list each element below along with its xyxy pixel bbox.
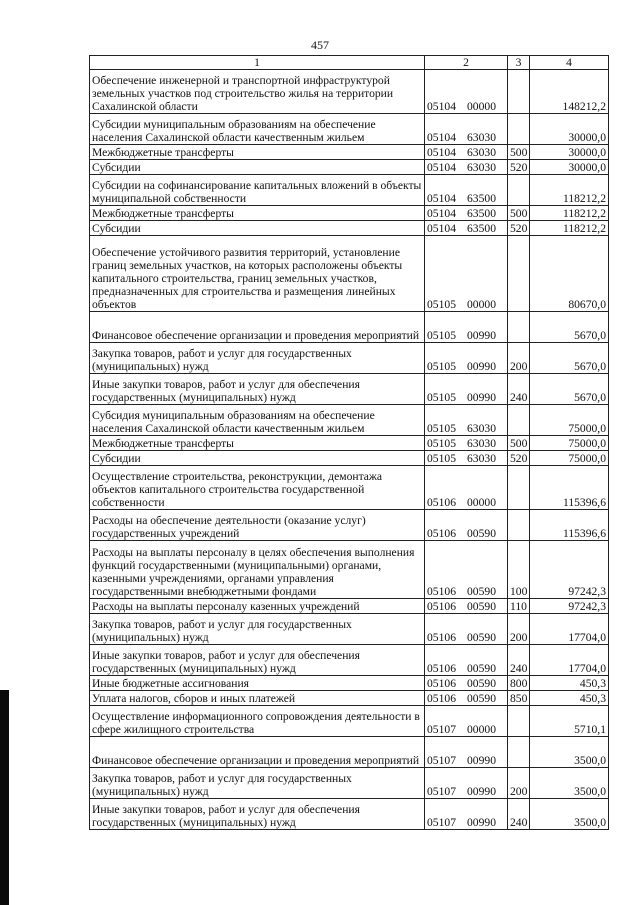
row-amount: 97242,3 [530,599,609,614]
row-amount: 75000,0 [530,436,609,451]
row-amount: 148212,2 [530,70,609,114]
row-code-direction: 00990 [467,391,496,404]
row-code [425,343,508,374]
row-code-direction: 63500 [467,222,496,235]
header-row [90,56,609,70]
row-expense-type: 200 [508,768,530,799]
row-code-direction: 00000 [467,298,496,311]
row-expense-type: 520 [508,160,530,175]
row-expense-type [508,236,530,312]
row-code-direction: 63030 [467,422,496,435]
row-code-program: 05106 [427,585,456,598]
row-code-direction: 00990 [467,329,496,342]
table-row [90,510,609,541]
row-code-program: 05107 [427,754,456,767]
row-amount: 118212,2 [530,175,609,206]
table-row [90,691,609,706]
row-code-direction: 00590 [467,631,496,644]
row-name: Иные закупки товаров, работ и услуг для обеспечения государственных (муниципальных) нужд [90,374,425,405]
row-name: Субсидия муниципальным образованиям на обеспечение населения Сахалинской области качественным жильем [90,405,425,436]
row-code [425,676,508,691]
row-amount: 80670,0 [530,236,609,312]
table-row [90,799,609,830]
row-code-program: 05106 [427,662,456,675]
row-amount: 3500,0 [530,737,609,768]
row-amount: 75000,0 [530,405,609,436]
row-expense-type: 520 [508,451,530,466]
table-row [90,405,609,436]
row-expense-type: 110 [508,599,530,614]
row-expense-type [508,466,530,510]
row-amount: 118212,2 [530,206,609,221]
row-code [425,206,508,221]
row-name: Закупка товаров, работ и услуг для государственных (муниципальных) нужд [90,768,425,799]
row-name: Расходы на выплаты персоналу в целях обеспечения выполнения функций государственными (муниципальными) органами, казенными учреждениями, органами управления государственными внебюджетными фондами [90,541,425,599]
row-name: Субсидии [90,160,425,175]
row-name: Иные бюджетные ассигнования [90,676,425,691]
row-name: Межбюджетные трансферты [90,436,425,451]
row-amount: 17704,0 [530,614,609,645]
row-amount: 5670,0 [530,374,609,405]
row-code-direction: 00590 [467,692,496,705]
row-code-direction: 63030 [467,452,496,465]
row-expense-type [508,114,530,145]
row-expense-type [508,405,530,436]
row-code [425,510,508,541]
row-amount: 450,3 [530,676,609,691]
row-code-program: 05107 [427,816,456,829]
row-name: Расходы на выплаты персоналу казенных учреждений [90,599,425,614]
table-body [90,70,609,830]
row-code [425,70,508,114]
row-code [425,175,508,206]
row-name: Субсидии [90,221,425,236]
table-row [90,221,609,236]
row-amount: 30000,0 [530,114,609,145]
row-code-direction: 00590 [467,585,496,598]
row-code-direction: 00990 [467,754,496,767]
row-code-direction: 00590 [467,677,496,690]
row-expense-type [508,70,530,114]
row-amount: 115396,6 [530,510,609,541]
row-amount: 3500,0 [530,768,609,799]
row-code-program: 05104 [427,100,456,113]
header-col-1: 1 [90,56,425,70]
row-code-direction: 00000 [467,496,496,509]
row-name: Межбюджетные трансферты [90,145,425,160]
row-name: Субсидии на софинансирование капитальных вложений в объекты муниципальной собственности [90,175,425,206]
row-code-program: 05106 [427,527,456,540]
row-name: Финансовое обеспечение организации и проведения мероприятий [90,312,425,343]
row-amount: 97242,3 [530,541,609,599]
table-row [90,706,609,737]
row-code [425,768,508,799]
row-name: Финансовое обеспечение организации и проведения мероприятий [90,737,425,768]
row-expense-type: 100 [508,541,530,599]
row-name: Иные закупки товаров, работ и услуг для обеспечения государственных (муниципальных) нужд [90,799,425,830]
row-code-direction: 63500 [467,207,496,220]
row-name: Межбюджетные трансферты [90,206,425,221]
row-code [425,451,508,466]
row-name: Закупка товаров, работ и услуг для государственных (муниципальных) нужд [90,614,425,645]
table-row [90,236,609,312]
row-code-program: 05105 [427,452,456,465]
row-amount: 30000,0 [530,145,609,160]
row-expense-type [508,737,530,768]
row-code-direction: 63030 [467,146,496,159]
row-expense-type: 240 [508,799,530,830]
row-code [425,466,508,510]
row-code-direction: 00590 [467,662,496,675]
row-code-direction: 00990 [467,816,496,829]
row-expense-type: 240 [508,645,530,676]
table-row [90,175,609,206]
table-row [90,160,609,175]
row-code-program: 05104 [427,207,456,220]
header-col-3: 3 [508,56,530,70]
row-name: Расходы на обеспечение деятельности (оказание услуг) государственных учреждений [90,510,425,541]
row-code [425,436,508,451]
row-code-program: 05106 [427,496,456,509]
row-expense-type [508,175,530,206]
table-row [90,541,609,599]
row-code [425,160,508,175]
row-name: Субсидии муниципальным образованиям на обеспечение населения Сахалинской области качественным жильем [90,114,425,145]
row-amount: 30000,0 [530,160,609,175]
row-amount: 5670,0 [530,343,609,374]
row-code-direction: 00590 [467,600,496,613]
row-code-program: 05106 [427,600,456,613]
row-code [425,614,508,645]
row-code-program: 05105 [427,298,456,311]
row-expense-type: 200 [508,614,530,645]
row-name: Осуществление информационного сопровождения деятельности в сфере жилищного строительства [90,706,425,737]
row-amount: 3500,0 [530,799,609,830]
row-code-direction: 00590 [467,527,496,540]
row-code-direction: 00990 [467,360,496,373]
row-expense-type: 520 [508,221,530,236]
table-row [90,645,609,676]
row-code-program: 05105 [427,329,456,342]
row-expense-type [508,706,530,737]
row-code-program: 05104 [427,146,456,159]
row-code [425,236,508,312]
row-amount: 115396,6 [530,466,609,510]
row-amount: 118212,2 [530,221,609,236]
header-col-2: 2 [425,56,508,70]
budget-table [89,55,609,830]
row-code-program: 05106 [427,631,456,644]
table-row [90,768,609,799]
row-code-direction: 00000 [467,723,496,736]
scan-edge-shadow [0,690,9,905]
header-col-4: 4 [530,56,609,70]
row-expense-type: 850 [508,691,530,706]
row-amount: 17704,0 [530,645,609,676]
row-code [425,145,508,160]
row-expense-type [508,510,530,541]
row-amount: 5710,1 [530,706,609,737]
table-row [90,451,609,466]
table-row [90,614,609,645]
table-row [90,145,609,160]
row-code [425,374,508,405]
row-code-program: 05107 [427,723,456,736]
table-row [90,436,609,451]
row-code-program: 05104 [427,192,456,205]
row-code [425,405,508,436]
row-expense-type: 500 [508,145,530,160]
row-expense-type [508,312,530,343]
table-row [90,374,609,405]
row-code-program: 05104 [427,222,456,235]
row-name: Уплата налогов, сборов и иных платежей [90,691,425,706]
page-number: 457 [311,38,329,52]
row-expense-type: 500 [508,206,530,221]
table-row [90,312,609,343]
row-code-direction: 00990 [467,785,496,798]
row-name: Закупка товаров, работ и услуг для государственных (муниципальных) нужд [90,343,425,374]
row-code-direction: 00000 [467,100,496,113]
row-code [425,221,508,236]
table-row [90,114,609,145]
row-code [425,312,508,343]
row-code [425,645,508,676]
row-code-program: 05104 [427,161,456,174]
row-code [425,114,508,145]
row-name: Иные закупки товаров, работ и услуг для обеспечения государственных (муниципальных) нужд [90,645,425,676]
row-amount: 75000,0 [530,451,609,466]
row-code-program: 05107 [427,785,456,798]
row-code-program: 05106 [427,692,456,705]
row-code-program: 05105 [427,422,456,435]
row-code-direction: 63030 [467,131,496,144]
row-code [425,706,508,737]
row-amount: 450,3 [530,691,609,706]
row-code-program: 05106 [427,677,456,690]
table-row [90,737,609,768]
row-code-direction: 63030 [467,161,496,174]
row-code [425,599,508,614]
row-code [425,799,508,830]
row-name: Обеспечение устойчивого развития территорий, установление границ земельных участков, на которых расположены объекты капитального строительства, границ земельных участков, предназначенных для строительства и размещения линейных объектов [90,236,425,312]
table-row [90,206,609,221]
row-code [425,691,508,706]
row-code-program: 05104 [427,131,456,144]
row-expense-type: 200 [508,343,530,374]
row-code [425,541,508,599]
row-name: Осуществление строительства, реконструкции, демонтажа объектов капитального строительства государственной собственности [90,466,425,510]
row-code-direction: 63500 [467,192,496,205]
row-expense-type: 240 [508,374,530,405]
table-row [90,676,609,691]
row-code-program: 05105 [427,360,456,373]
row-name: Субсидии [90,451,425,466]
table-row [90,599,609,614]
row-name: Обеспечение инженерной и транспортной инфраструктурой земельных участков под строительство жилья на территории Сахалинской области [90,70,425,114]
row-expense-type: 800 [508,676,530,691]
table-row [90,70,609,114]
row-code-direction: 63030 [467,437,496,450]
row-code-program: 05105 [427,391,456,404]
table-row [90,466,609,510]
row-expense-type: 500 [508,436,530,451]
row-amount: 5670,0 [530,312,609,343]
row-code [425,737,508,768]
row-code-program: 05105 [427,437,456,450]
table-row [90,343,609,374]
